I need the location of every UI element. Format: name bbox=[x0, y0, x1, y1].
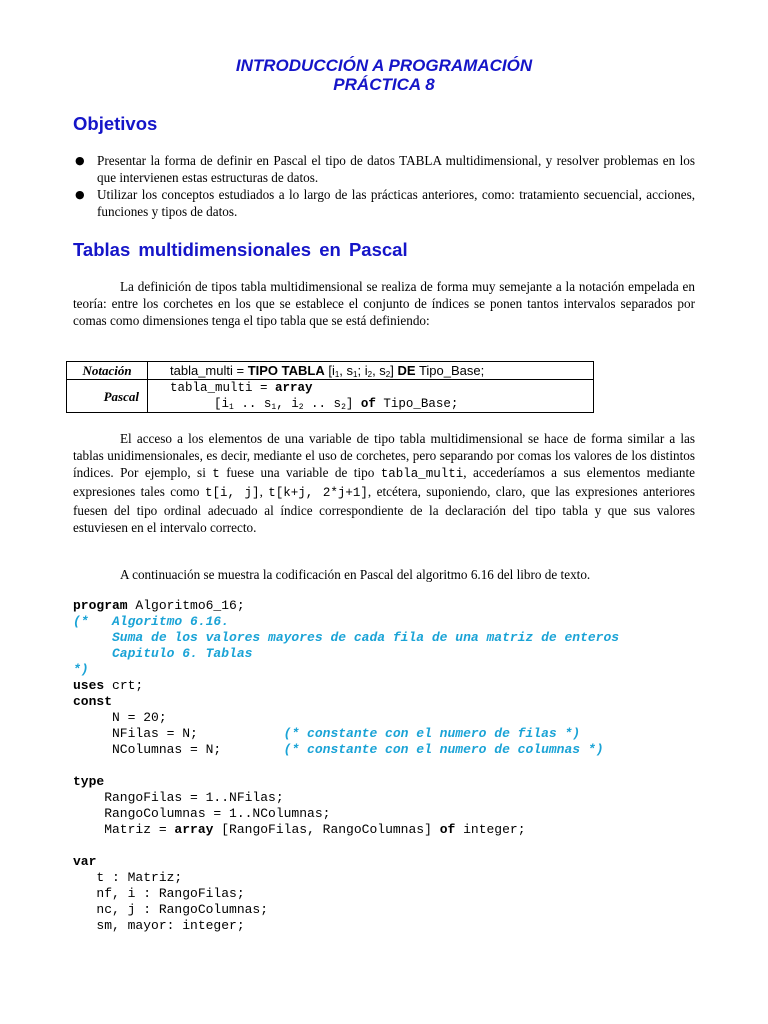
code-intro-paragraph: A continuación se muestra la codificación en Pascal del algoritmo 6.16 del libro de texto. bbox=[120, 567, 591, 582]
notation-definition: tabla_multi = TIPO TABLA [$i_1$, $s_1$; $i_2$, $s_2$] DE Tipo_Base; bbox=[148, 362, 594, 380]
pascal-code-listing: program Algoritmo6_16; (* Algoritmo 6.16. Suma de los valores mayores de cada fila de una matriz de enteros Capitulo 6. Tablas *) uses crt; const N = 20; NFilas = N; (* constante con el numero de filas *) NColumnas = N; (* constante con el numero de columnas *) type RangoFilas = 1..NFilas; RangoColumnas = 1..NColumnas; Matriz = array [RangoFilas, RangoColumnas] of integer; var t : Matriz; nf, i : RangoFilas; nc, j : RangoColumnas; sm, mayor: integer; bbox=[73, 598, 620, 933]
objetivos-list bbox=[73, 153, 695, 221]
tablas-heading: Tablas multidimensionales en Pascal bbox=[73, 239, 408, 260]
list-item: ● Presentar la forma de definir en Pascal el tipo de datos TABLA multidimensional, y resolver problemas en los que intervienen estas estructuras de datos. bbox=[75, 153, 695, 185]
table-row bbox=[67, 362, 594, 380]
bullet-icon: ● bbox=[75, 188, 85, 201]
practice-number: PRÁCTICA 8 bbox=[333, 75, 435, 94]
table-row bbox=[67, 380, 594, 413]
list-item: ● Utilizar los conceptos estudiados a lo largo de las prácticas anteriores, como: tratamiento secuencial, acciones, funciones y tipos de datos. bbox=[75, 187, 695, 219]
access-paragraph: El acceso a los elementos de una variable de tipo tabla multidimensional se hace de forma similar a las tablas unidimensionales, es decir, mediante el uso de corchetes, pero separando por comas los valores de los distintos índices. Por ejemplo, si t fuese una variable de tipo tabla_multi, accederíamos a sus elementos mediante expresiones tales como t[i, j], t[k+j, 2*j+1], etcétera, suponiendo, claro, que las expresiones anteriores fuesen del tipo ordinal adecuado al índice correspondiente de la declaración del tipo tabla y que sus valores estuviesen en el intervalo correcto. bbox=[73, 431, 695, 535]
pascal-definition: tabla_multi = array [$i_1$ .. $s_1$, $i_2$ .. $s_2$] of Tipo_Base; bbox=[148, 380, 594, 413]
notation-table bbox=[66, 361, 594, 413]
notation-label: Notación bbox=[67, 362, 148, 380]
document-title: INTRODUCCIÓN A PROGRAMACIÓN bbox=[235, 56, 533, 75]
intro-paragraph: La definición de tipos tabla multidimensional se realiza de forma muy semejante a la notación empelada en teoría: entre los corchetes en los que se establece el conjunto de índices se ponen tantos intervalos separados por comas como dimensiones tenga el tipo tabla que se está definiendo: bbox=[73, 279, 695, 328]
bullet-icon: ● bbox=[75, 154, 85, 167]
objetivos-heading: Objetivos bbox=[73, 113, 158, 134]
pascal-label: Pascal bbox=[67, 380, 148, 413]
